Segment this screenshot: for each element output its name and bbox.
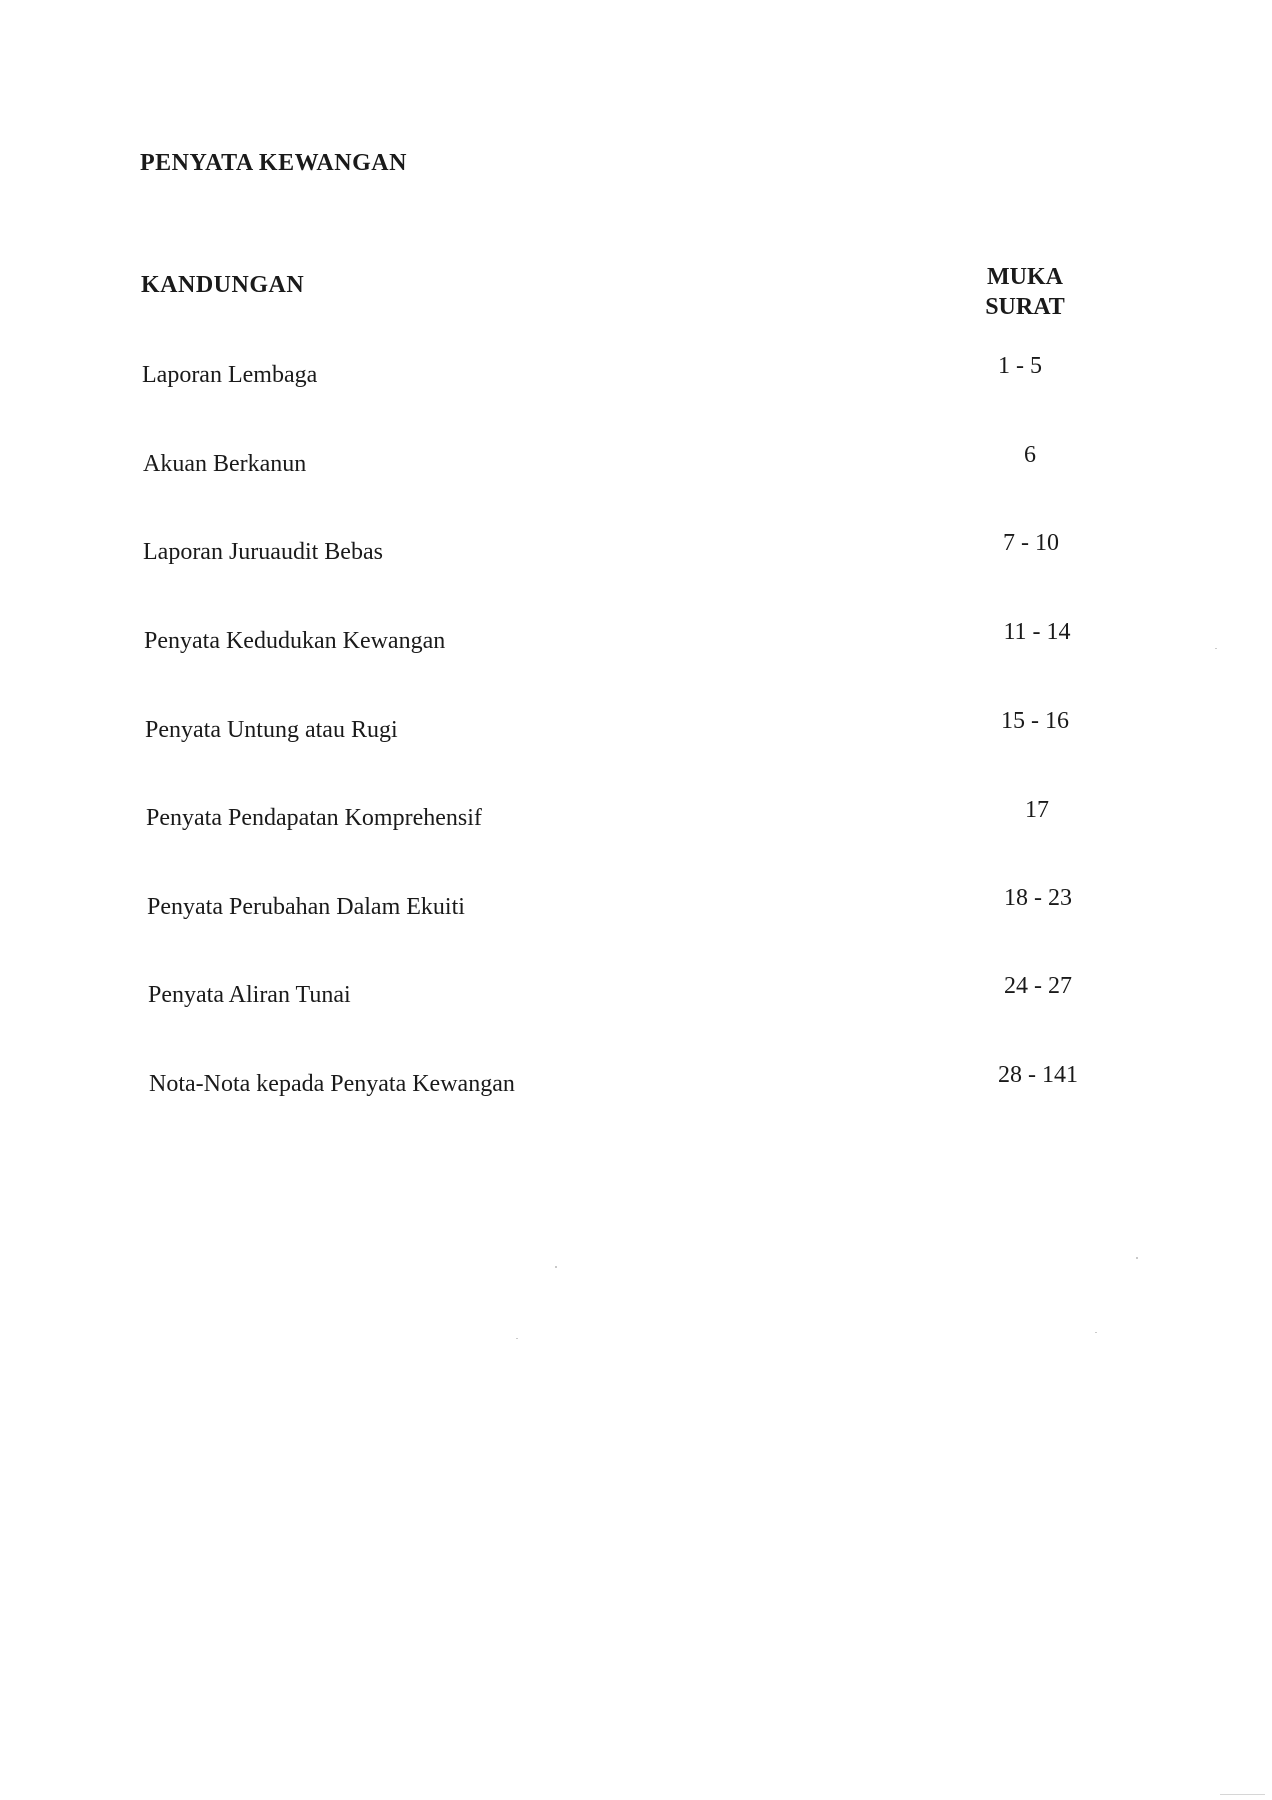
toc-entry-label: Penyata Pendapatan Komprehensif <box>146 805 482 831</box>
toc-entry <box>0 885 1272 934</box>
toc-entry-pages: 7 - 10 <box>1003 530 1059 556</box>
toc-entry-label: Penyata Kedudukan Kewangan <box>144 628 446 654</box>
toc-entry-pages: 24 - 27 <box>1004 973 1072 999</box>
toc-entry-pages: 1 - 5 <box>998 353 1042 379</box>
toc-entry <box>0 619 1272 668</box>
scan-speck <box>1215 648 1217 649</box>
toc-entry-label: Penyata Aliran Tunai <box>148 982 351 1008</box>
toc-entry-label: Penyata Untung atau Rugi <box>145 717 398 743</box>
toc-entry-pages: 6 <box>1024 442 1036 468</box>
page-heading-line: SURAT <box>985 294 1065 320</box>
toc-entry <box>0 1062 1272 1111</box>
toc-entry-label: Laporan Lembaga <box>142 362 318 388</box>
toc-entry <box>0 708 1272 757</box>
toc-entry-pages: 28 - 141 <box>998 1062 1078 1088</box>
toc-entry <box>0 442 1272 491</box>
toc-entry <box>0 797 1272 845</box>
toc-entry-label: Laporan Juruaudit Bebas <box>143 539 383 565</box>
toc-entry-label: Nota-Nota kepada Penyata Kewangan <box>149 1071 515 1097</box>
scan-speck <box>555 1266 557 1268</box>
toc-entry-pages: 15 - 16 <box>1001 708 1069 734</box>
toc-entry-pages: 17 <box>1025 797 1049 823</box>
toc-entry-label: Penyata Perubahan Dalam Ekuiti <box>147 894 465 920</box>
page-heading-line: MUKA <box>987 264 1063 290</box>
scan-speck <box>1220 1794 1265 1795</box>
toc-entry-pages: 11 - 14 <box>1003 619 1071 645</box>
toc-entry <box>0 530 1272 579</box>
document-title: PENYATA KEWANGAN <box>140 150 407 176</box>
scan-speck <box>1095 1332 1097 1333</box>
toc-entry <box>0 973 1272 1022</box>
toc-entry-label: Akuan Berkanun <box>143 451 307 477</box>
toc-heading: KANDUNGAN <box>141 272 305 298</box>
scan-speck <box>1136 1257 1138 1259</box>
toc-entry-pages: 18 - 23 <box>1004 885 1072 911</box>
toc-entry <box>0 353 1272 402</box>
page-number-column-heading <box>950 262 1100 322</box>
scan-speck <box>516 1338 518 1339</box>
